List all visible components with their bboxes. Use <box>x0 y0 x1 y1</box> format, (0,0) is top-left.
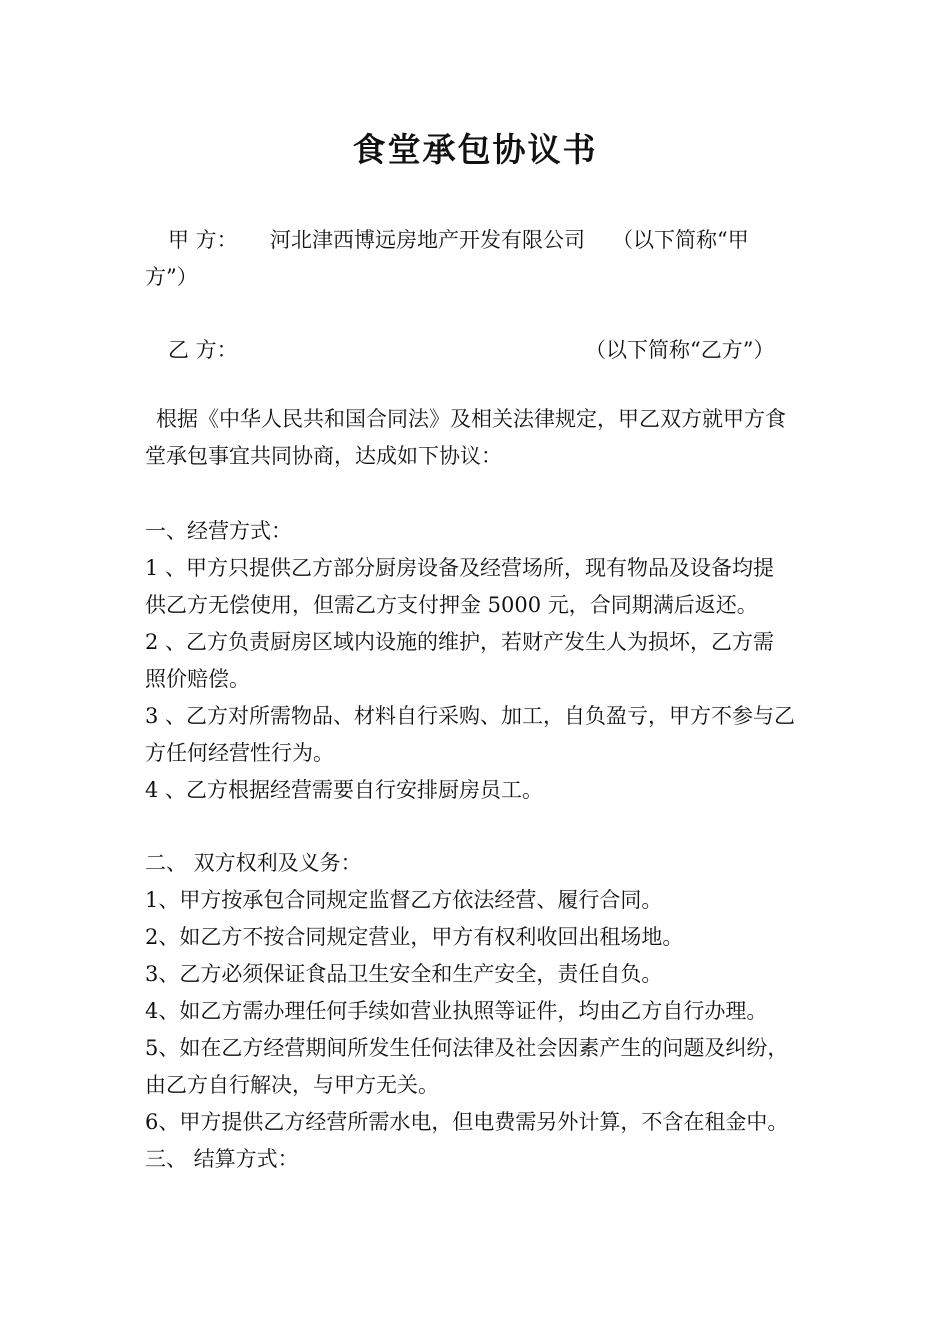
section-2-line: 1、甲方按承包合同规定监督乙方依法经营、履行合同。 <box>145 888 663 912</box>
section-1-line: 方任何经营性行为。 <box>145 741 334 765</box>
section-2-line: 4、如乙方需办理任何手续如营业执照等证件，均由乙方自行办理。 <box>145 999 768 1023</box>
section-1-heading: 一、经营方式： <box>145 519 292 543</box>
section-1-line: 1 、甲方只提供乙方部分厨房设备及经营场所，现有物品及设备均提 <box>145 556 775 580</box>
section-1-line: 供乙方无偿使用，但需乙方支付押金 5000 元，合同期满后返还。 <box>145 593 758 617</box>
section-1-line: 4 、乙方根据经营需要自行安排厨房员工。 <box>145 778 544 802</box>
section-1-line: 照价赔偿。 <box>145 667 250 691</box>
section-1-line: 2 、乙方负责厨房区域内设施的维护，若财产发生人为损坏，乙方需 <box>145 630 775 654</box>
section-2-line: 由乙方自行解决，与甲方无关。 <box>145 1073 439 1097</box>
preamble-line: 根据《中华人民共和国合同法》及相关法律规定，甲乙双方就甲方食 <box>156 407 786 431</box>
party-a-label: 甲 方： <box>168 228 238 252</box>
section-2-line: 2、如乙方不按合同规定营业，甲方有权利收回出租场地。 <box>145 925 684 949</box>
section-2-line: 5、如在乙方经营期间所发生任何法律及社会因素产生的问题及纠纷， <box>145 1036 789 1060</box>
preamble-line: 堂承包事宜共同协商，达成如下协议： <box>145 444 502 468</box>
party-a-name: 河北津西博远房地产开发有限公司 <box>270 228 585 252</box>
section-2-line: 6、甲方提供乙方经营所需水电，但电费需另外计算，不含在租金中。 <box>145 1110 789 1134</box>
party-a-note: （以下简称“甲 <box>612 228 749 252</box>
section-3-heading: 三、 结算方式： <box>145 1147 299 1171</box>
party-a-note-cont: 方”） <box>145 265 198 289</box>
section-2-line: 3、乙方必须保证食品卫生安全和生产安全，责任自负。 <box>145 962 663 986</box>
section-2-heading: 二、 双方权利及义务： <box>145 851 362 875</box>
party-b-note: （以下简称“乙方”） <box>585 338 775 362</box>
document-title: 食堂承包协议书 <box>352 130 598 169</box>
section-1-line: 3 、乙方对所需物品、材料自行采购、加工，自负盈亏，甲方不参与乙 <box>145 704 796 728</box>
party-b-label: 乙 方： <box>168 338 238 362</box>
